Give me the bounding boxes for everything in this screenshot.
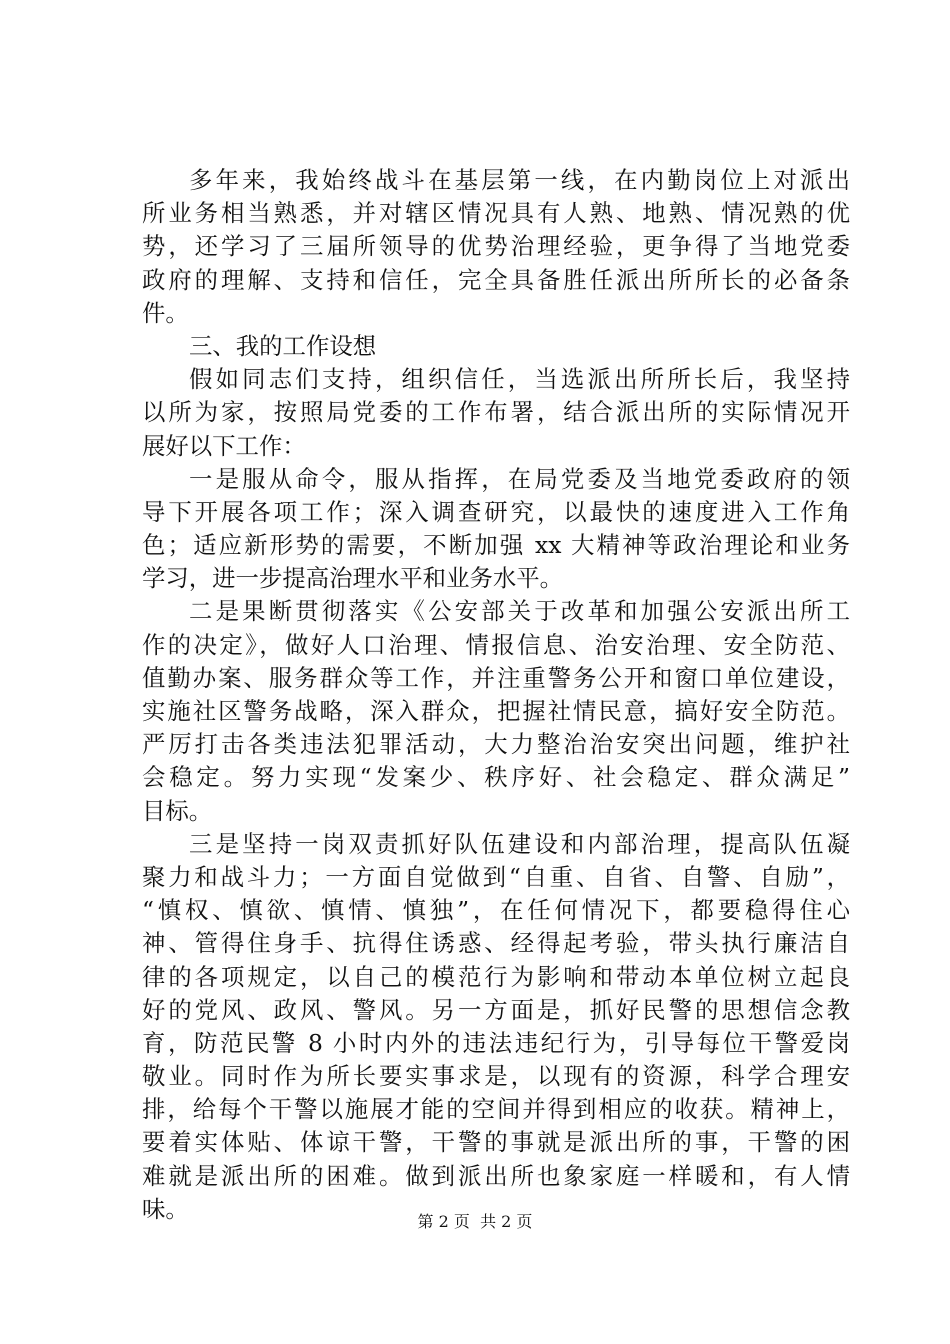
text-line: 严厉打击各类违法犯罪活动，大力整治治安突出问题，维护社 bbox=[142, 730, 850, 759]
text-line: 目标。 bbox=[142, 796, 213, 825]
text-line: 要着实体贴、体谅干警，干警的事就是派出所的事，干警的困 bbox=[142, 1128, 850, 1157]
text-line: 以所为家，按照局党委的工作布署，结合派出所的实际情况开 bbox=[142, 398, 850, 427]
text-line: 律的各项规定，以自己的模范行为影响和带动本单位树立起良 bbox=[142, 962, 850, 991]
text-line: 难就是派出所的困难。做到派出所也象家庭一样暖和，有人情 bbox=[142, 1161, 850, 1190]
text-line: 色；适应新形势的需要，不断加强 xx 大精神等政治理论和业务 bbox=[142, 531, 850, 560]
text-line: 多年来，我始终战斗在基层第一线，在内勤岗位上对派出 bbox=[189, 166, 850, 194]
text-line: 件。 bbox=[142, 298, 189, 327]
text-line: 作的决定》，做好人口治理、情报信息、治安治理、安全防范、 bbox=[142, 630, 850, 659]
text-line: 好的党风、政风、警风。另一方面是，抓好民警的思想信念教 bbox=[142, 995, 850, 1024]
text-line: 势，还学习了三届所领导的优势治理经验，更争得了当地党委 bbox=[142, 232, 850, 261]
text-line: 值勤办案、服务群众等工作，并注重警务公开和窗口单位建设， bbox=[142, 663, 850, 692]
text-line: 假如同志们支持，组织信任，当选派出所所长后，我坚持 bbox=[189, 365, 850, 394]
text-line: 导下开展各项工作；深入调查研究，以最快的速度进入工作角 bbox=[142, 497, 850, 526]
text-line: 排，给每个干警以施展才能的空间并得到相应的收获。精神上， bbox=[142, 1095, 850, 1124]
text-line: 三、我的工作设想 bbox=[189, 331, 377, 360]
text-line: 所业务相当熟悉，并对辖区情况具有人熟、地熟、情况熟的优 bbox=[142, 199, 850, 228]
text-line: 展好以下工作： bbox=[142, 431, 306, 460]
text-line: 聚力和战斗力；一方面自觉做到“自重、自省、自警、自励”， bbox=[142, 862, 850, 891]
text-line: 神、管得住身手、抗得住诱惑、经得起考验，带头执行廉洁自 bbox=[142, 929, 850, 958]
document-body bbox=[142, 164, 850, 1226]
page-footer: 第 2 页 共 2 页 bbox=[417, 1212, 533, 1231]
text-line: 三是坚持一岗双责抓好队伍建设和内部治理，提高队伍凝 bbox=[189, 829, 850, 858]
text-line: 实施社区警务战略，深入群众，把握社情民意，搞好安全防范。 bbox=[142, 697, 850, 725]
text-line: “慎权、慎欲、慎情、慎独”，在任何情况下，都要稳得住心 bbox=[142, 896, 850, 925]
text-line: 一是服从命令，服从指挥，在局党委及当地党委政府的领 bbox=[189, 464, 850, 493]
text-line: 味。 bbox=[142, 1194, 189, 1223]
text-line: 政府的理解、支持和信任，完全具备胜任派出所所长的必备条 bbox=[142, 265, 850, 294]
text-line: 二是果断贯彻落实《公安部关于改革和加强公安派出所工 bbox=[189, 597, 850, 626]
text-line: 学习，进一步提高治理水平和业务水平。 bbox=[142, 564, 564, 593]
text-line: 育，防范民警 8 小时内外的违法违纪行为，引导每位干警爱岗 bbox=[142, 1028, 850, 1057]
text-line: 会稳定。努力实现“发案少、秩序好、社会稳定、群众满足” bbox=[142, 763, 850, 792]
text-line: 敬业。同时作为所长要实事求是，以现有的资源，科学合理安 bbox=[142, 1062, 850, 1091]
